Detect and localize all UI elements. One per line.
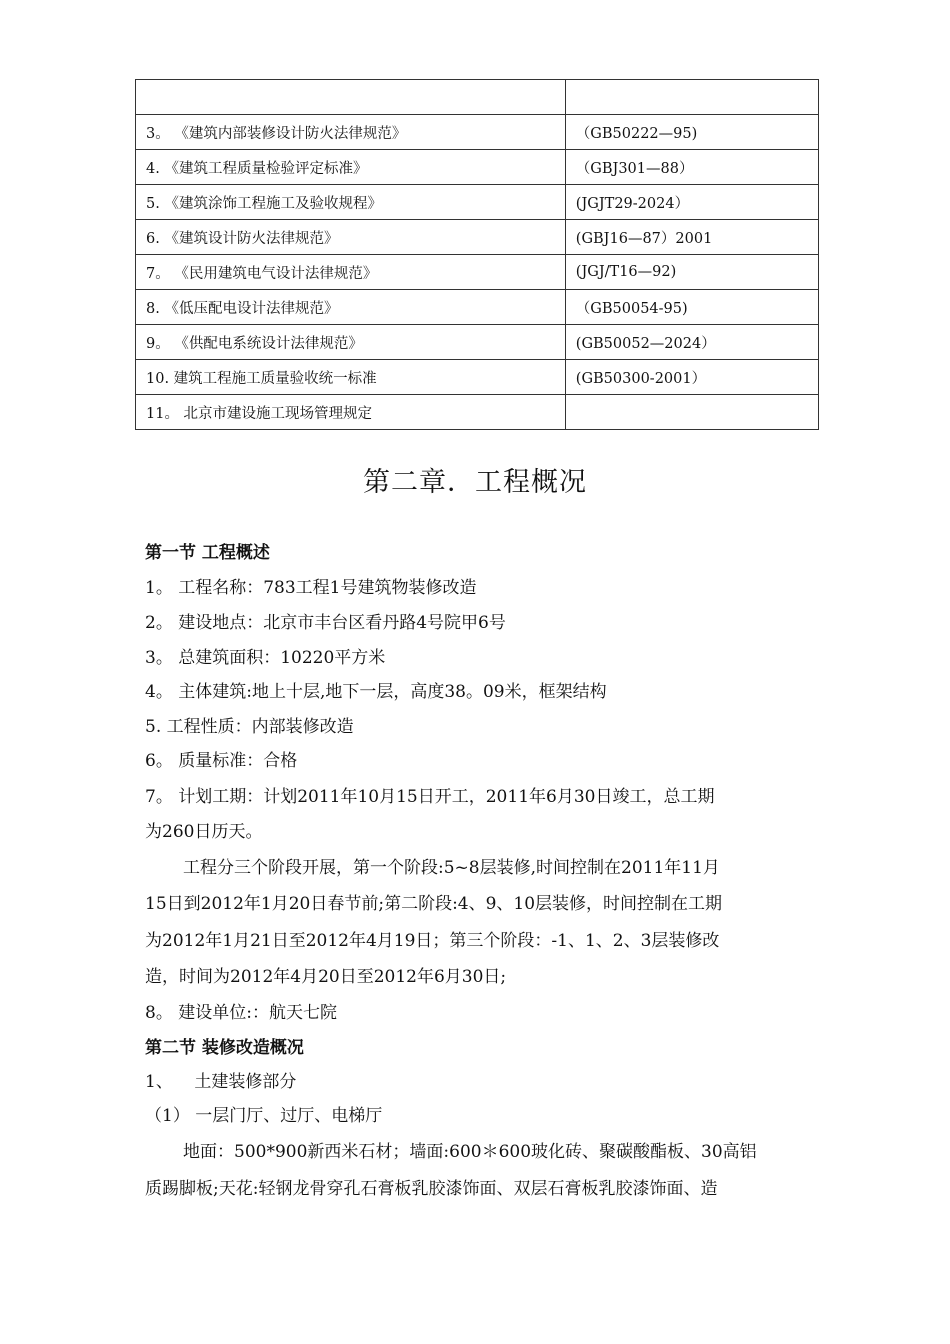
table-row — [136, 220, 819, 255]
table-row — [136, 185, 819, 220]
standard-code-cell: (GB50300-2001） — [565, 360, 818, 395]
table-row — [136, 150, 819, 185]
paragraph-line: 为2012年1月21日至2012年4月19日；第三个阶段：-1、1、2、3层装修改 — [145, 931, 720, 951]
table-row — [136, 325, 819, 360]
section-heading-2: 第二节 装修改造概况 — [145, 1038, 304, 1058]
standard-code-cell: (GBJ16—87）2001 — [565, 220, 818, 255]
list-item: 5. 工程性质：内部装修改造 — [145, 717, 354, 737]
list-item: 6。 质量标准：合格 — [145, 751, 298, 771]
list-item: 8。 建设单位:：航天七院 — [145, 1003, 337, 1023]
table-row — [136, 255, 819, 290]
standards-table — [135, 79, 819, 430]
list-item: 1。 工程名称：783工程1号建筑物装修改造 — [145, 578, 477, 598]
table-row — [136, 360, 819, 395]
list-item: 4。 主体建筑:地上十层,地下一层，高度38。09米，框架结构 — [145, 682, 607, 702]
standard-name-cell: 3。 《建筑内部装修设计防火法律规范》 — [136, 115, 566, 150]
standard-code-cell: （GB50054-95) — [565, 290, 818, 325]
standard-name-cell: 7。 《民用建筑电气设计法律规范》 — [136, 255, 566, 290]
paragraph-line: 15日到2012年1月20日春节前;第二阶段:4、9、10层装修，时间控制在工期 — [145, 894, 723, 914]
standard-code-cell: (JGJ/T16—92) — [565, 255, 818, 290]
section-heading-1: 第一节 工程概述 — [145, 543, 270, 563]
standard-name-cell: 5. 《建筑涂饰工程施工及验收规程》 — [136, 185, 566, 220]
table-row — [136, 290, 819, 325]
standard-name-cell — [136, 80, 566, 115]
list-item: 3。 总建筑面积：10220平方米 — [145, 648, 386, 668]
standard-code-cell: （GBJ301—88） — [565, 150, 818, 185]
standard-name-cell: 10. 建筑工程施工质量验收统一标准 — [136, 360, 566, 395]
standard-code-cell: (JGJT29-2024） — [565, 185, 818, 220]
standard-code-cell — [565, 80, 818, 115]
table-row — [136, 115, 819, 150]
standard-code-cell — [565, 395, 818, 430]
paragraph-line: 造，时间为2012年4月20日至2012年6月30日; — [145, 967, 507, 987]
standard-name-cell: 8. 《低压配电设计法律规范》 — [136, 290, 566, 325]
standard-name-cell: 6. 《建筑设计防火法律规范》 — [136, 220, 566, 255]
list-item: 7。 计划工期：计划2011年10月15日开工，2011年6月30日竣工，总工期 — [145, 787, 715, 807]
list-item: 2。 建设地点：北京市丰台区看丹路4号院甲6号 — [145, 613, 506, 633]
table-row — [136, 395, 819, 430]
list-item: 1、 土建装修部分 — [145, 1072, 297, 1092]
paragraph-line: 工程分三个阶段开展，第一个阶段:5~8层装修,时间控制在2011年11月 — [183, 858, 720, 878]
sub-item: （1） 一层门厅、过厅、电梯厅 — [145, 1106, 383, 1126]
standard-name-cell: 4. 《建筑工程质量检验评定标准》 — [136, 150, 566, 185]
chapter-title: 第二章．工程概况 — [363, 467, 587, 498]
standard-name-cell: 9。 《供配电系统设计法律规范》 — [136, 325, 566, 360]
paragraph-line: 地面：500*900新西米石材；墙面:600＊600玻化砖、聚碳酸酯板、30高铝 — [183, 1142, 757, 1162]
table-row — [136, 80, 819, 115]
standard-name-cell: 11。 北京市建设施工现场管理规定 — [136, 395, 566, 430]
standard-code-cell: (GB50052—2024） — [565, 325, 818, 360]
list-item-continuation: 为260日历天。 — [145, 822, 263, 842]
paragraph-line: 质踢脚板;天花:轻钢龙骨穿孔石膏板乳胶漆饰面、双层石膏板乳胶漆饰面、造 — [145, 1179, 718, 1199]
standard-code-cell: （GB50222—95) — [565, 115, 818, 150]
